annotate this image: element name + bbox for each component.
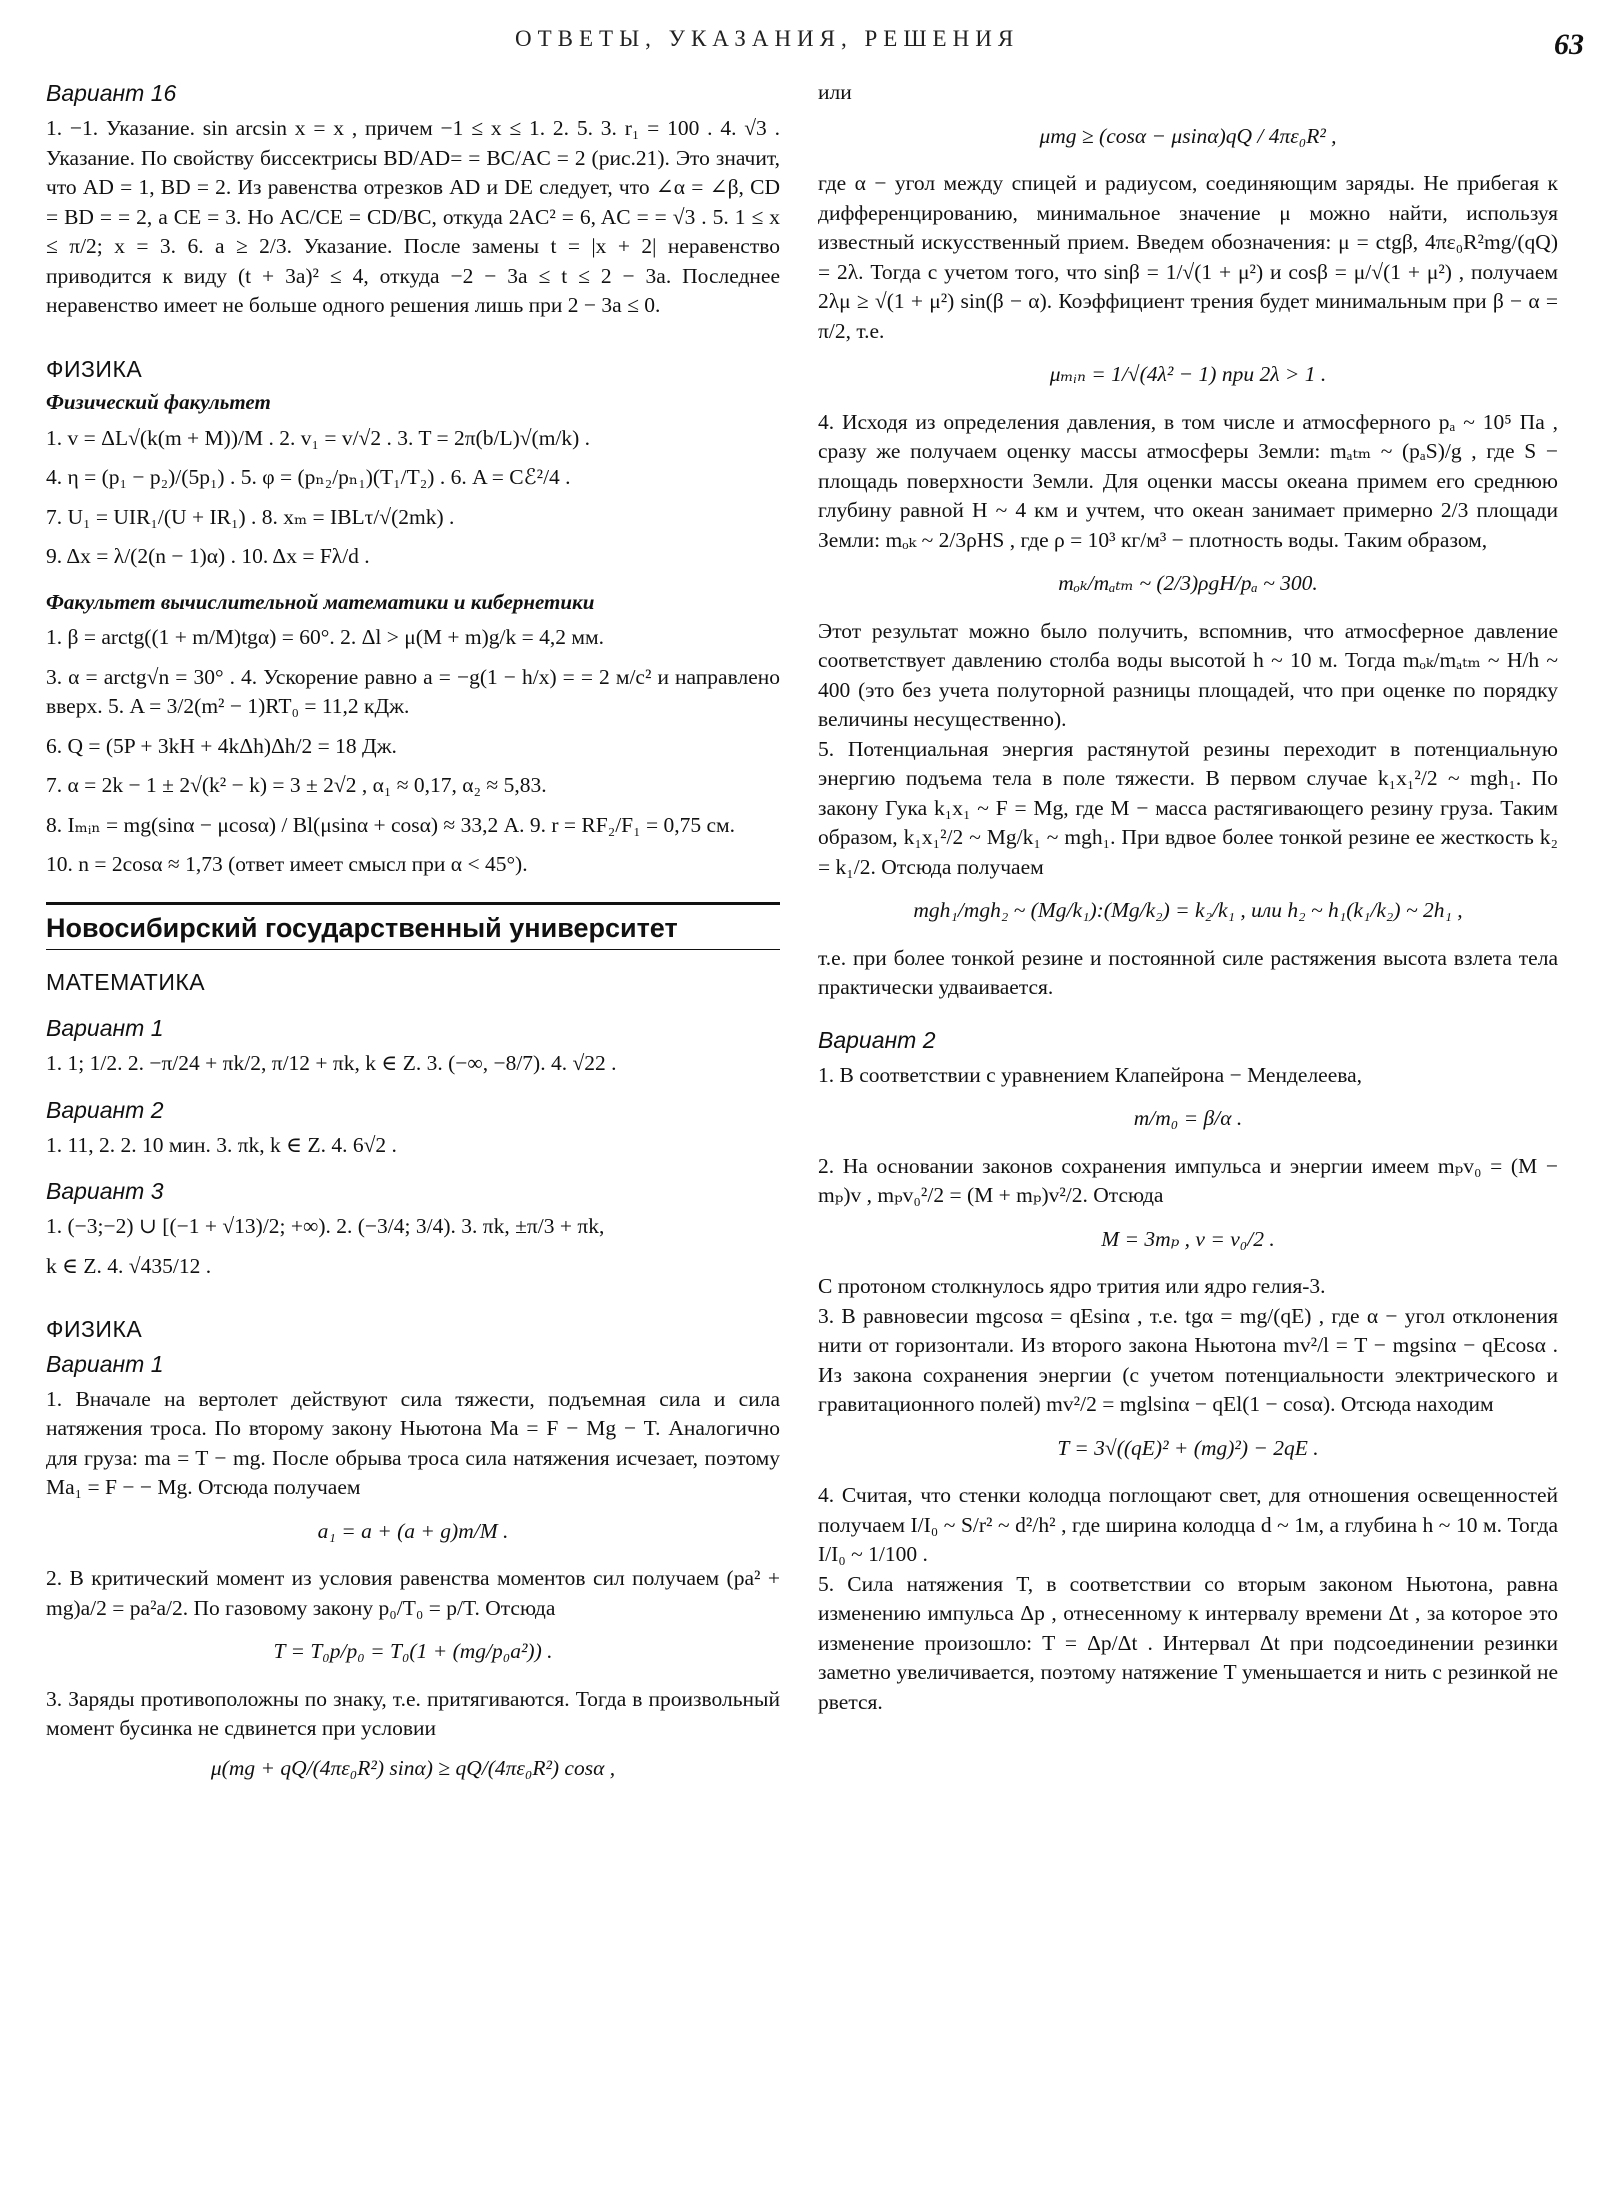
formula: mₒₖ/mₐₜₘ ~ (2/3)ρgH/pₐ ~ 300. [1058,571,1318,595]
physics2-heading: ФИЗИКА [46,1316,143,1342]
solution-paragraph: 1. Вначале на вертолет действуют сила тяжести, подъемная сила и сила натяжения троса. По второму закону Ньютона Ma = F − Mg − T. Аналогично для груза: ma = T − mg. После обрыва троса сила натяжения исчезает, поэтому Ma₁ = F − − Mg. Отсюда получаем [46,1386,780,1499]
formula: μₘᵢₙ = 1/√(4λ² − 1) при 2λ > 1 . [1049,362,1327,386]
formula: mgh₁/mgh₂ ~ (Mg/k₁):(Mg/k₂) = k₂/k₁ , или h₂ ~ h₁(k₁/k₂) ~ 2h₁ , [913,898,1463,922]
solution-paragraph: где α − угол между спицей и радиусом, соединяющим заряды. Не прибегая к дифференцированию, минимальное значение μ можно найти, используя известный искусственный прием. Введем обозначения: μ = ctgβ, 4πε₀R²mg/(qQ) = 2λ. Тогда с учетом того, что sinβ = 1/√(1 + μ²) и cosβ = μ/√(1 + μ²) , получаем 2λμ ≥ √(1 + μ²) sin(β − α). Коэффициент трения будет минимальным при β − α = π/2, т.е. [818,171,1558,343]
physics2-variant-1-heading: Вариант 1 [46,1350,164,1377]
physics-answer-line: 4. η = (p₁ − p₂)/(5p₁) . 5. φ = (pₙ₂/pₙ₁)(T₁/T₂) . 6. A = Cℰ²/4 . [46,465,571,489]
solution-paragraph: С протоном столкнулось ядро трития или ядро гелия-3. [818,1274,1326,1298]
math-variant-3-heading: Вариант 3 [46,1178,164,1204]
physics-answer-line: 1. v = ΔL√(k(m + M))/M . 2. v₁ = v/√2 . 3. T = 2π(b/L)√(m/k) . [46,425,591,450]
physics-answer-line: 9. Δx = λ/(2(n − 1)α) . 10. Δx = Fλ/d . [46,544,370,568]
formula: M = 3mₚ , v = v₀/2 . [1101,1226,1275,1251]
solution-paragraph: 2. В критический момент из условия равенства моментов сил получаем (pa² + mg)a/2 = pa²a/2. По газовому закону p₀/T₀ = p/T. Отсюда [46,1566,780,1620]
physics2-variant-2-heading: Вариант 2 [818,1026,936,1053]
physics-heading: ФИЗИКА [46,355,143,382]
cmc-answer-line: 8. Iₘᵢₙ = mg(sinα − μcosα) / Bl(μsinα + cosα) ≈ 33,2 А. 9. r = RF₂/F₁ = 0,75 см. [46,812,736,837]
page-header [0,24,1600,64]
physics-answer-line: 7. U₁ = UIR₁/(U + IR₁) . 8. xₘ = IBLτ/√(2mk) . [46,504,455,529]
solution-paragraph: 3. Заряды противоположны по знаку, т.е. притягиваются. Тогда в произвольный момент бусинка не сдвинется при условии [46,1686,780,1740]
variant-16-answers: 1. −1. Указание. sin arcsin x = x , причем −1 ≤ x ≤ 1. 2. 5. 3. r₁ = 100 . 4. √3 . Указание. По свойству биссектрисы BD/AD= = BC/AC = 2 (рис.21). Это значит, что AD = 1, BD = 2. Из равенства отрезков AD и DE следует, что ∠α = ∠β, CD = BD = = 2, а CE = 3. Но AC/CE = CD/BC, откуда 2AC² = 6, AC = = √3 . 5. 1 ≤ x ≤ π/2; x = 3. 6. a ≥ 2/3. Указание. После замены t = |x + 2| неравенство приводится к виду (t + 3a)² ≤ 4, откуда −2 − 3a ≤ t ≤ 2 − 3a. Последнее неравенство имеет не больше одного решения лишь при 2 − 3a ≤ 0. [46,116,780,317]
solution-paragraph: Этот результат можно было получить, вспомнив, что атмосферное давление соответствует давлению столба воды высотой h ~ 10 м. Тогда mₒₖ/mₐₜₘ ~ H/h ~ 400 (это без учета полуторной разницы площадей, что при оценке по порядку величины несущественно). [818,618,1558,731]
cmc-answer-line: 7. α = 2k − 1 ± 2√(k² − k) = 3 ± 2√2 , α₁ ≈ 0,17, α₂ ≈ 5,83. [46,773,547,797]
formula: T = 3√((qE)² + (mg)²) − 2qE . [1057,1435,1319,1460]
solution-paragraph: 5. Сила натяжения T, в соответствии со вторым законом Ньютона, равна изменению импульса Δp , отнесенному к интервалу времени Δt , за которое это изменение произошло: T = Δp/Δt . Интервал Δt при подсоединении резинки заметно увеличивается, поэтому натяжение T уменьшается и нить с резинкой не рвется. [818,1571,1558,1714]
math-variant-1-heading: Вариант 1 [46,1015,164,1041]
solution-paragraph: 4. Считая, что стенки колодца поглощают свет, для отношения освещенностей получаем I/I₀ ~ S/r² ~ d²/h² , где ширина колодца d ~ 1м, а глубина h ~ 10 м. Тогда I/I₀ ~ 1/100 . [818,1483,1558,1566]
cmc-answer-line: 6. Q = (5P + 3kH + 4kΔh)Δh/2 = 18 Дж. [46,733,397,758]
faculty-physics-heading: Физический факультет [46,390,271,414]
variant-16-heading: Вариант 16 [46,80,177,106]
formula: μmg ≥ (cosα − μsinα)qQ / 4πε₀R² , [1039,123,1337,148]
solution-paragraph: 1. В соответствии с уравнением Клапейрона − Менделеева, [818,1062,1363,1087]
math-variant-2-heading: Вариант 2 [46,1096,164,1123]
math-variant-3-answers: 1. (−3;−2) ∪ [(−1 + √13)/2; +∞). 2. (−3/4; 3/4). 3. πk, ±π/3 + πk, [46,1214,605,1238]
solution-paragraph: 5. Потенциальная энергия растянутой резины переходит в потенциальную энергию подъема тела в поле тяжести. В первом случае k₁x₁²/2 ~ mgh₁. По закону Гука k₁x₁ ~ F = Mg, где M − масса растягивающего резину груза. Таким образом, k₁x₁²/2 ~ Mg/k₁ ~ mgh₁. При вдвое более тонкой резине ее жесткость k₂ = k₁/2. Отсюда получаем [818,736,1558,879]
formula: a₁ = a + (a + g)m/M . [317,1518,509,1543]
math-heading: МАТЕМАТИКА [46,968,206,995]
text-or: или [818,80,852,104]
solution-paragraph: т.е. при более тонкой резине и постоянной силе растяжения высота взлета тела практически удваивается. [818,945,1558,999]
math-variant-3-answers-cont: k ∈ Z. 4. √435/12 . [46,1253,212,1278]
page-number: 63 [1554,28,1584,61]
formula: μ(mg + qQ/(4πε₀R²) sinα) ≥ qQ/(4πε₀R²) cosα , [210,1755,616,1780]
solution-paragraph: 2. На основании законов сохранения импульса и энергии имеем mₚv₀ = (M − mₚ)v , mₚv₀²/2 = (M + mₚ)v²/2. Отсюда [818,1153,1558,1207]
faculty-cmc-heading: Факультет вычислительной математики и кибернетики [46,589,595,614]
university-heading: Новосибирский государственный университет [46,905,780,950]
cmc-answer-line: 3. α = arctg√n = 30° . 4. Ускорение равно a = −g(1 − h/x) = = 2 м/с² и направлено вверх. 5. A = 3/2(m² − 1)RT₀ = 11,2 кДж. [46,664,780,718]
left-column [46,78,780,1795]
cmc-answer-line: 10. n = 2cosα ≈ 1,73 (ответ имеет смысл при α < 45°). [46,852,528,876]
solution-paragraph: 4. Исходя из определения давления, в том числе и атмосферного pₐ ~ 10⁵ Па , сразу же получаем оценку массы атмосферы Земли: mₐₜₘ ~ (pₐS)/g , где S − площадь поверхности Земли. Для оценки массы океана примем его среднюю глубину равной H ~ 4 км и учтем, что океан занимает примерно 2/3 площади Земли: mₒₖ ~ 2/3ρHS , где ρ = 10³ кг/м³ − плотность воды. Таким образом, [818,409,1558,552]
formula: T = T₀p/p₀ = T₀(1 + (mg/p₀a²)) . [273,1639,553,1663]
running-title: ОТВЕТЫ, УКАЗАНИЯ, РЕШЕНИЯ [515,26,1020,51]
math-variant-1-answers: 1. 1; 1/2. 2. −π/24 + πk/2, π/12 + πk, k ∈ Z. 3. (−∞, −8/7). 4. √22 . [46,1051,617,1075]
cmc-answer-line: 1. β = arctg((1 + m/M)tgα) = 60°. 2. Δl > μ(M + m)g/k = 4,2 мм. [46,625,604,649]
right-column [818,78,1558,1717]
solution-paragraph: 3. В равновесии mgcosα = qEsinα , т.е. tgα = mg/(qE) , где α − угол отклонения нити от горизонтали. Из второго закона Ньютона mv²/l = T − mgsinα − qEcosα . Из закона сохранения энергии (с учетом потенциальности электрического и гравитационного полей) mv²/2 = mglsinα − qEl(1 − cosα). Отсюда находим [818,1303,1558,1416]
math-variant-2-answers: 1. 11, 2. 2. 10 мин. 3. πk, k ∈ Z. 4. 6√2 . [46,1132,397,1157]
formula: m/m₀ = β/α . [1133,1106,1243,1130]
